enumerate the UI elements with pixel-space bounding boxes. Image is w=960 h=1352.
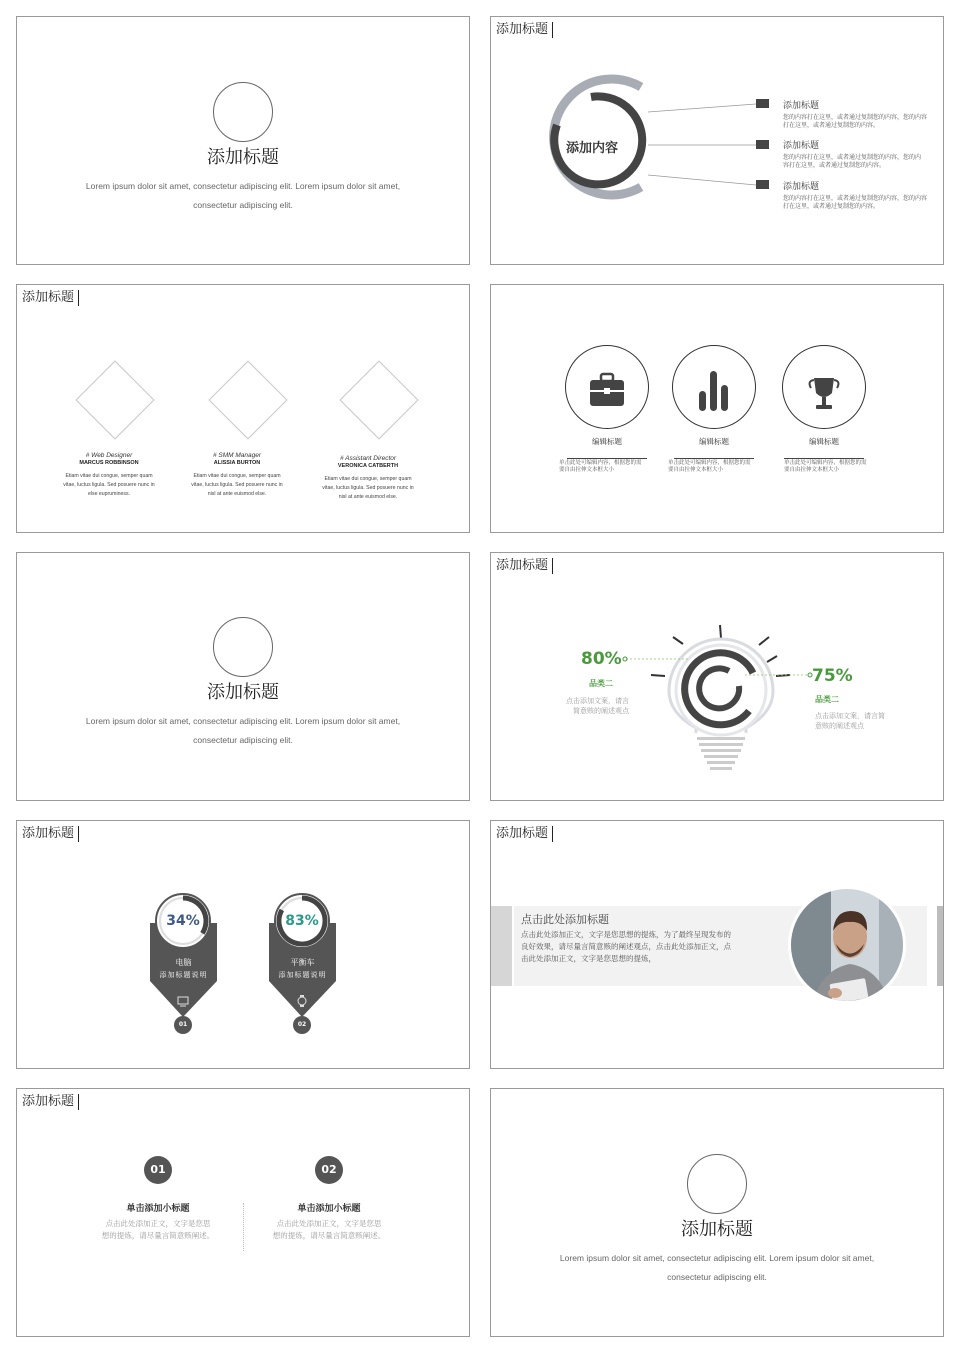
slide-title: 添加标题 — [22, 290, 79, 306]
badge-percent: 34% — [166, 913, 200, 929]
item-label: 编辑标题 — [699, 437, 729, 446]
person-card: # Assistant Director VERONICA CATBERTH Etiam vitae dui congue, semper quam vitae, luctus ligula. Sed posuere nunc in nisl at ante euismod else. — [322, 455, 414, 500]
slide-title: 添加标题 — [207, 682, 279, 703]
title-circle — [687, 1154, 747, 1214]
slide-title: 添加标题 — [22, 826, 79, 842]
right-desc: 点击添加文案，请言简 意赅的阐述观点 — [815, 712, 885, 730]
diamond-placeholder — [208, 360, 287, 439]
badge-name: 电脑 — [175, 958, 192, 967]
item-desc: 单击此处可编辑内容，根据您的需 要自由拉伸文本框大小 — [668, 460, 751, 473]
item-heading: 单击添加小标题 — [126, 1204, 190, 1214]
item-label: 编辑标题 — [809, 437, 839, 446]
person-card: # SMM Manager ALISSIA BURTON Etiam vitae dui congue, semper quam vitae, luctus ligula. Sed posuere nunc in nisl at ante euismod else. — [191, 452, 283, 497]
badge-name: 平衡车 — [290, 958, 315, 967]
slide-title: 添加标题 — [681, 1219, 753, 1240]
item-text: 点击此处添加正文，文字是您思 想的提炼，请尽量言简意赅阐述。 — [101, 1219, 215, 1240]
slide-title: 添加标题 — [496, 558, 553, 574]
badge-number: 02 — [297, 1021, 307, 1028]
vertical-divider — [243, 1203, 244, 1251]
ring-center-label: 添加内容 — [566, 141, 619, 156]
band-heading: 点击此处添加标题 — [521, 913, 609, 926]
item-heading: 单击添加小标题 — [297, 1204, 361, 1214]
slide-1[interactable] — [16, 16, 470, 265]
slide-title: 添加标题 — [496, 22, 553, 38]
list-item: 添加标题 您的内容打在这里，或者通过复制您的内容，您的内容 打在这里，或者通过复制您的内容。 — [783, 182, 928, 210]
number-label: 02 — [321, 1163, 337, 1176]
body-text-line1: Lorem ipsum dolor sit amet, consectetur adipiscing elit. Lorem ipsum dolor sit amet, — [559, 1253, 875, 1263]
slide-9[interactable] — [16, 1088, 470, 1337]
body-text-line2: consectetur adipiscing elit. — [193, 735, 293, 745]
badge-desc: 添加标题说明 — [159, 971, 208, 979]
right-accent-bar — [937, 906, 944, 986]
avatar — [788, 886, 906, 1004]
body-text-line1: Lorem ipsum dolor sit amet, consectetur adipiscing elit. Lorem ipsum dolor sit amet, — [85, 716, 401, 726]
item-text: 点击此处添加正文，文字是您思 想的提炼，请尽量言简意赅阐述。 — [272, 1219, 386, 1240]
right-percent: 75% — [812, 666, 853, 686]
slide-2[interactable] — [490, 16, 944, 265]
number-label: 01 — [150, 1163, 166, 1176]
slide-7[interactable] — [16, 820, 470, 1069]
badge-desc: 添加标题说明 — [278, 971, 327, 979]
person-card: # Web Designer MARCUS ROBBINSON Etiam vitae dui congue, semper quam vitae, luctus ligula. Sed posuere nunc in else eupruminess. — [63, 452, 155, 497]
list-item: 添加标题 您的内容打在这里，或者通过复制您的内容，您的内 容打在这里，或者通过复制您的内容。 — [783, 141, 922, 169]
body-text-line1: Lorem ipsum dolor sit amet, consectetur adipiscing elit. Lorem ipsum dolor sit amet, — [85, 181, 401, 191]
slide-title: 添加标题 — [207, 147, 279, 168]
diamond-placeholder — [75, 360, 154, 439]
left-percent: 80% — [581, 649, 622, 669]
slide-title: 添加标题 — [22, 1094, 79, 1110]
diamond-placeholder — [339, 360, 418, 439]
slide-4[interactable] — [490, 284, 944, 533]
body-text-line2: consectetur adipiscing elit. — [667, 1272, 767, 1282]
slide-5[interactable] — [16, 552, 470, 801]
right-category: 品类二 — [815, 695, 839, 704]
badge-number: 01 — [178, 1021, 188, 1028]
slide-3[interactable] — [16, 284, 470, 533]
divider — [674, 458, 754, 459]
slide-title: 添加标题 — [496, 826, 553, 842]
item-desc: 单击此处可编辑内容，根据您的需 要自由拉伸文本框大小 — [784, 460, 867, 473]
slide-8[interactable] — [490, 820, 944, 1069]
list-item: 添加标题 您的内容打在这里，或者通过复制您的内容，您的内容 打在这里，或者通过复制您的内容。 — [783, 101, 928, 129]
band-text: 点击此处添加正文，文字是您思想的提炼，为了最终呈现发布的 良好效果，请尽量言简意赅的阐述观点，点击此处添加正文，点 击此处添加正文，文字是您思想的提炼， — [521, 930, 731, 963]
badge-graphics — [17, 821, 470, 1069]
trophy-icon — [491, 285, 944, 533]
title-circle — [213, 82, 273, 142]
divider — [784, 458, 864, 459]
left-desc: 点击添加文案，请言 简意赅的阐述观点 — [566, 697, 629, 715]
left-accent-bar — [490, 906, 512, 986]
lightbulb-graphic — [491, 553, 944, 801]
item-desc: 单击此处可编辑内容，根据您的需 要自由拉伸文本框大小 — [559, 460, 642, 473]
body-text-line2: consectetur adipiscing elit. — [193, 200, 293, 210]
badge-percent: 83% — [285, 913, 319, 929]
slide-10[interactable] — [490, 1088, 944, 1337]
slide-6[interactable] — [490, 552, 944, 801]
item-label: 编辑标题 — [592, 437, 622, 446]
left-category: 品类二 — [589, 679, 613, 688]
title-circle — [213, 617, 273, 677]
divider — [567, 458, 647, 459]
